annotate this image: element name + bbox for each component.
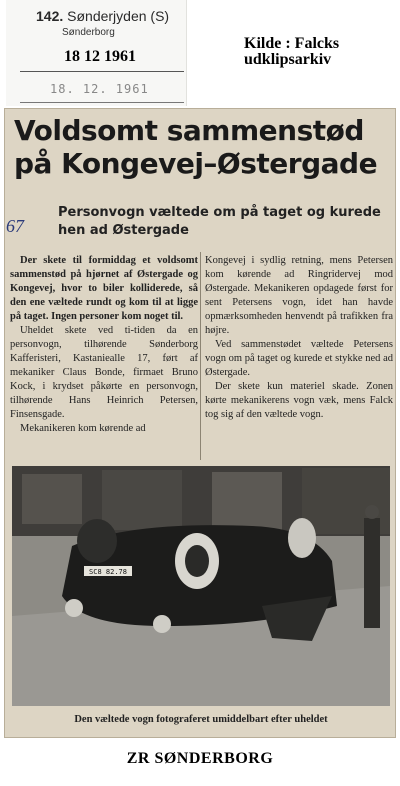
archive-footer: ZR SØNDERBORG <box>126 750 274 767</box>
article-column-left <box>10 254 198 436</box>
article-column-right <box>205 254 393 422</box>
column-divider <box>200 252 201 460</box>
article-subheadline: Personvogn væltede om på taget og kurede hen ad Østergade <box>58 205 381 238</box>
newspaper-header <box>6 0 187 106</box>
newspaper-name: Sønderjyden (S) <box>67 8 170 24</box>
source-note <box>244 36 339 68</box>
publication-date: 18 12 1961 <box>64 48 136 65</box>
article-paragraph: Mekanikeren kom kørende ad <box>20 423 146 434</box>
source-line-1: Kilde : Falcks <box>244 35 340 52</box>
license-plate: SC8 82.78 <box>89 568 127 576</box>
issue-number: 142. <box>36 8 64 24</box>
article-paragraph: Der skete til formiddag et voldsomt sammenstød på hjørnet af Østergade og Kongevej, hvor to biler kolliderede, så den ene væltede rundt og kom til at ligge på taget. Ingen personer kom noget til. <box>10 255 198 322</box>
divider <box>20 102 184 103</box>
photo-caption: Den væltede vogn fotograferet umiddelbart efter uheldet <box>74 714 328 725</box>
article-headline: Voldsomt sammenstød på Kongevej–Østergade <box>14 114 378 180</box>
handwritten-mark: 67 <box>6 216 24 236</box>
divider <box>20 71 184 72</box>
accident-photo <box>12 466 390 706</box>
source-line-2: udklipsarkiv <box>244 51 332 68</box>
article-paragraph: Uheldet skete ved ti-tiden da en personvogn, tilhørende Sønderborg Kafferisteri, Kastaniealle 17, ført af mekaniker Claus Bonde, firmaet Bruno Kock, i krydset påkørte en personvogn, tilhørende Hans Heinrich Petersen, Finsensgade. <box>10 325 198 420</box>
publication-line <box>36 8 169 24</box>
stamp-date: 18. 12. 1961 <box>50 82 149 96</box>
article-paragraph: Der skete kun materiel skade. Zonen kørte mekanikerens vogn væk, mens Falck tog sig af den væltede vogn. <box>205 381 393 420</box>
article-paragraph: Ved sammenstødet væltede Petersens vogn om på taget og kurede et stykke ned ad Østergade. <box>205 339 393 378</box>
city-label: Sønderborg <box>62 27 115 38</box>
article-paragraph: Kongevej i sydlig retning, mens Petersen kom kørende ad Ringridervej mod Østergade. Mekanikeren opdagede først for sent Petersens vogn, idet han havde opmærksomheden henvendt på trafikken fra højre. <box>205 255 393 336</box>
overturned-car-image <box>12 466 390 706</box>
